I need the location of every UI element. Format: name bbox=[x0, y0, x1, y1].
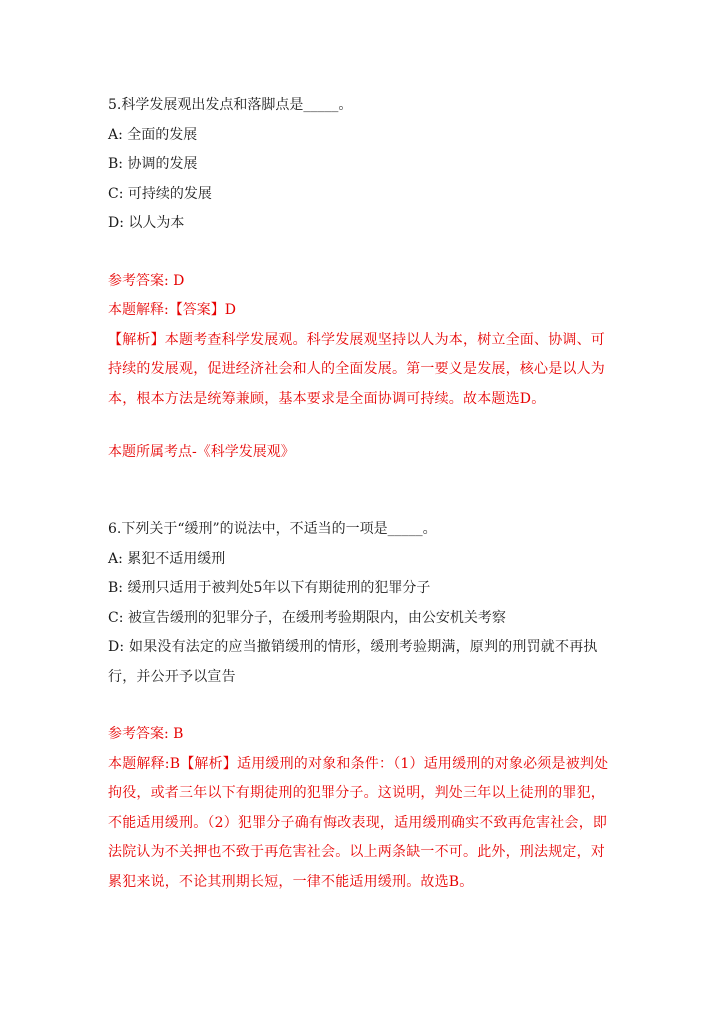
question-stem: 6.下列关于“缓刑”的说法中，不适当的一项是_____。 bbox=[108, 521, 437, 537]
question-6 bbox=[108, 515, 618, 897]
option-a: A: 全面的发展 bbox=[108, 126, 198, 143]
option-d: D: 如果没有法定的应当撤销缓刑的情形，缓刑考验期满，原判的刑罚就不再执行，并公开予以宣告 bbox=[108, 639, 598, 685]
spacer bbox=[108, 692, 618, 720]
option-d: D: 以人为本 bbox=[108, 215, 185, 231]
topic-label: 本题所属考点-《科学发展观》 bbox=[108, 444, 295, 460]
explanation-body: 【解析】本题考查科学发展观。科学发展观坚持以人为本，树立全面、协调、可持续的发展观，促进经济社会和人的全面发展。第一要义是发展，核心是以人为本，根本方法是统筹兼顾，基本要求是全面协调可持续。故本题选D。 bbox=[108, 331, 605, 407]
question-5 bbox=[108, 91, 618, 468]
reference-answer: 参考答案: B bbox=[108, 726, 184, 742]
option-b: B: 缓刑只适用于被判处5年以下有期徒刑的犯罪分子 bbox=[108, 580, 431, 596]
option-c: C: 被宣告缓刑的犯罪分子，在缓刑考验期限内，由公安机关考察 bbox=[108, 609, 506, 626]
reference-answer: 参考答案: D bbox=[108, 272, 185, 289]
option-a: A: 累犯不适用缓刑 bbox=[108, 550, 226, 567]
spacer bbox=[108, 239, 618, 267]
option-c: C: 可持续的发展 bbox=[108, 185, 212, 202]
option-b: B: 协调的发展 bbox=[108, 156, 198, 172]
spacer bbox=[108, 414, 618, 438]
explanation-heading: 本题解释:【答案】D bbox=[108, 302, 236, 318]
explanation-body: 本题解释:B【解析】适用缓刑的对象和条件：（1）适用缓刑的对象必须是被判处拘役，或者三年以下有期徒刑的犯罪分子。这说明，判处三年以上徒刑的罪犯，不能适用缓刑。（2）犯罪分子确有悔改表现，适用缓刑确实不致再危害社会，即法院认为不关押也不致于再危害社会。以上两条缺一不可。此外，刑法规定，对累犯来说，不论其刑期长短，一律不能适用缓刑。故选B。 bbox=[108, 755, 609, 890]
question-stem: 5.科学发展观出发点和落脚点是_____。 bbox=[108, 97, 353, 113]
